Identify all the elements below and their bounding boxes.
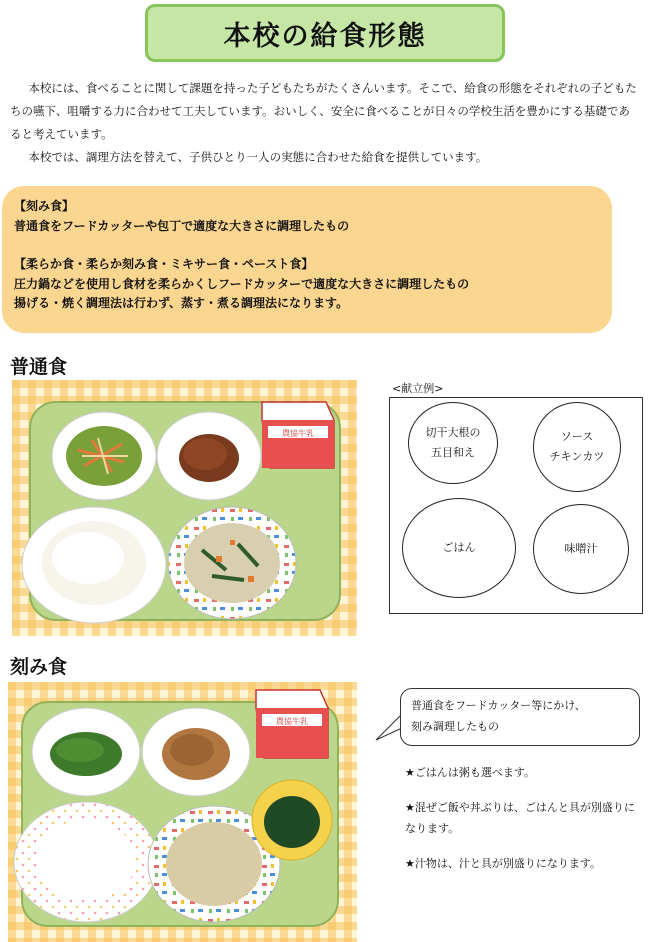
menu-dish-cutlet bbox=[533, 402, 621, 492]
kizami-description: 普通食をフードカッターや包丁で適度な大きさに調理したもの bbox=[14, 218, 350, 233]
kizami-note-line2: 刻み調理したもの bbox=[411, 720, 499, 733]
section-title-normal: 普通食 bbox=[10, 356, 68, 378]
menu-dish-rice-label: ごはん bbox=[442, 541, 476, 554]
menu-dish-rice bbox=[402, 498, 516, 598]
meal-type-info-box bbox=[2, 186, 612, 333]
soft-description-1: 圧力鍋などを使用し食材を柔らかくしフードカッターで適度な大きさに調理したもの bbox=[14, 276, 470, 291]
page-title: 本校の給食形態 bbox=[223, 20, 427, 52]
kizami-notes bbox=[405, 762, 645, 888]
menu-example-label: <献立例> bbox=[392, 382, 444, 395]
kizami-meal-illustration bbox=[8, 682, 357, 942]
menu-dish-miso-label: 味噌汁 bbox=[564, 542, 598, 555]
intro-text bbox=[10, 77, 640, 169]
menu-dish-salad-line2: 五目和え bbox=[431, 446, 475, 459]
menu-dish-miso bbox=[533, 504, 629, 594]
milk-carton bbox=[262, 402, 334, 468]
kizami-meal-photo bbox=[8, 682, 357, 942]
kizami-note-line1: 普通食をフードカッター等にかけ、 bbox=[411, 699, 586, 712]
normal-meal-illustration bbox=[12, 380, 357, 636]
normal-meal-photo bbox=[12, 380, 357, 636]
page-title-box bbox=[145, 4, 505, 62]
intro-paragraph-1: 本校には、食べることに関して課題を持った子どもたちがたくさんいます。そこで、給食の形態をそれぞれの子どもたちの嚥下、咀嚼する力に合わせて工夫しています。おいしく、安全に食べることが日々の学校生活を豊かにする基礎であると考えています。 bbox=[10, 81, 637, 141]
soft-description-2: 揚げる・焼く調理法は行わず、蒸す・煮る調理法になります。 bbox=[14, 296, 349, 310]
menu-dish-cutlet-line2: チキンカツ bbox=[549, 450, 605, 463]
milk-carton-kizami bbox=[256, 690, 328, 758]
kizami-speech-bubble bbox=[400, 688, 640, 746]
note-rice: ★ごはんは粥も選べます。 bbox=[405, 766, 535, 779]
menu-dish-salad bbox=[408, 402, 498, 484]
menu-dish-cutlet-line1: ソース bbox=[560, 430, 594, 443]
milk-label-kizami: 農協牛乳 bbox=[276, 717, 308, 726]
milk-label: 農協牛乳 bbox=[282, 429, 314, 438]
section-title-kizami: 刻み食 bbox=[10, 656, 68, 678]
kizami-heading: 【刻み食】 bbox=[14, 199, 75, 213]
menu-example-box bbox=[389, 397, 643, 614]
note-mixed-rice: ★混ぜご飯や丼ぶりは、ごはんと具が別盛りになります。 bbox=[405, 801, 635, 835]
menu-dish-salad-line1: 切干大根の bbox=[425, 426, 481, 439]
soft-heading: 【柔らか食・柔らか刻み食・ミキサー食・ペースト食】 bbox=[14, 257, 314, 271]
intro-paragraph-2: 本校では、調理方法を替えて、子供ひとり一人の実態に合わせた給食を提供しています。 bbox=[28, 150, 488, 164]
note-soup: ★汁物は、汁と具が別盛りになります。 bbox=[405, 857, 601, 870]
